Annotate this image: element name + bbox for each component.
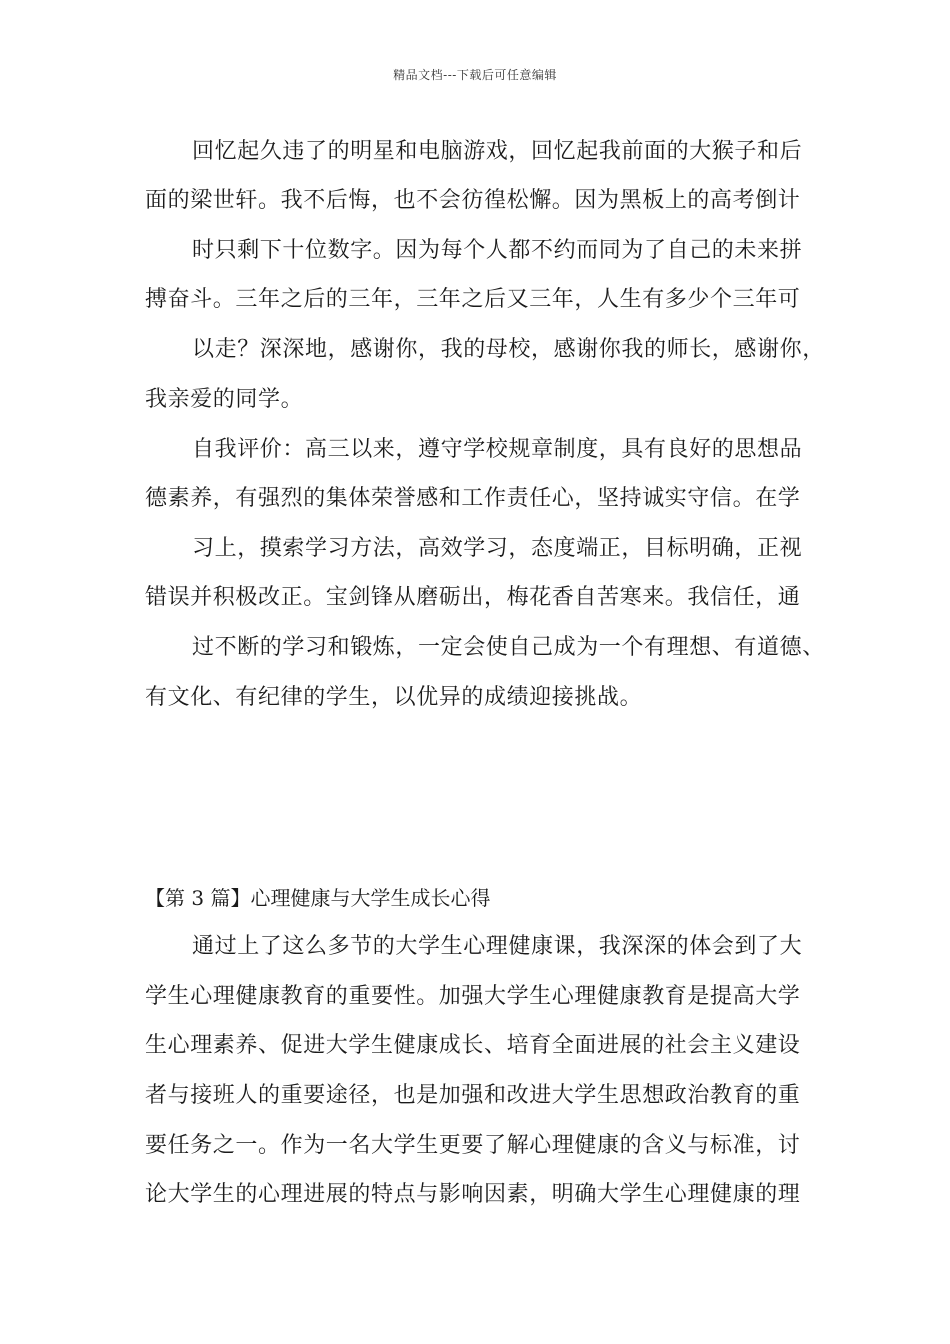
text-line: 习上，摸索学习方法，高效学习，态度端正，目标明确，正视 — [192, 536, 803, 561]
text-line: 有文化、有纪律的学生，以优异的成绩迎接挑战。 — [145, 685, 643, 710]
page-header: 精品文档---下载后可任意编辑 — [393, 68, 557, 82]
text-line: 通过上了这么多节的大学生心理健康课，我深深的体会到了大 — [192, 934, 803, 959]
text-line: 要任务之一。作为一名大学生更要了解心理健康的含义与标准，讨 — [145, 1133, 801, 1158]
text-line: 论大学生的心理进展的特点与影响因素，明确大学生心理健康的理 — [145, 1182, 801, 1207]
text-line: 面的梁世轩。我不后悔，也不会彷徨松懈。因为黑板上的高考倒计 — [145, 188, 801, 213]
text-line: 德素养，有强烈的集体荣誉感和工作责任心，坚持诚实守信。在学 — [145, 486, 801, 511]
text-line: 错误并积极改正。宝剑锋从磨砺出，梅花香自苦寒来。我信任，通 — [145, 585, 801, 610]
section-heading: 【第 3 篇】心理健康与大学生成长心得 — [145, 886, 491, 910]
text-line: 我亲爱的同学。 — [145, 387, 304, 412]
text-line: 者与接班人的重要途径，也是加强和改进大学生思想政治教育的重 — [145, 1083, 801, 1108]
text-line: 时只剩下十位数字。因为每个人都不约而同为了自己的未来拼 — [192, 238, 803, 263]
text-line: 回忆起久违了的明星和电脑游戏，回忆起我前面的大猴子和后 — [192, 139, 803, 164]
text-line: 自我评价：高三以来，遵守学校规章制度，具有良好的思想品 — [192, 437, 803, 462]
text-line: 生心理素养、促进大学生健康成长、培育全面进展的社会主义建设 — [145, 1033, 801, 1058]
text-line: 搏奋斗。三年之后的三年，三年之后又三年，人生有多少个三年可 — [145, 287, 801, 312]
text-line: 过不断的学习和锻炼，一定会使自己成为一个有理想、有道德、 — [192, 635, 825, 660]
text-line: 以走？深深地，感谢你，我的母校，感谢你我的师长，感谢你， — [192, 337, 825, 362]
text-line: 学生心理健康教育的重要性。加强大学生心理健康教育是提高大学 — [145, 984, 801, 1009]
